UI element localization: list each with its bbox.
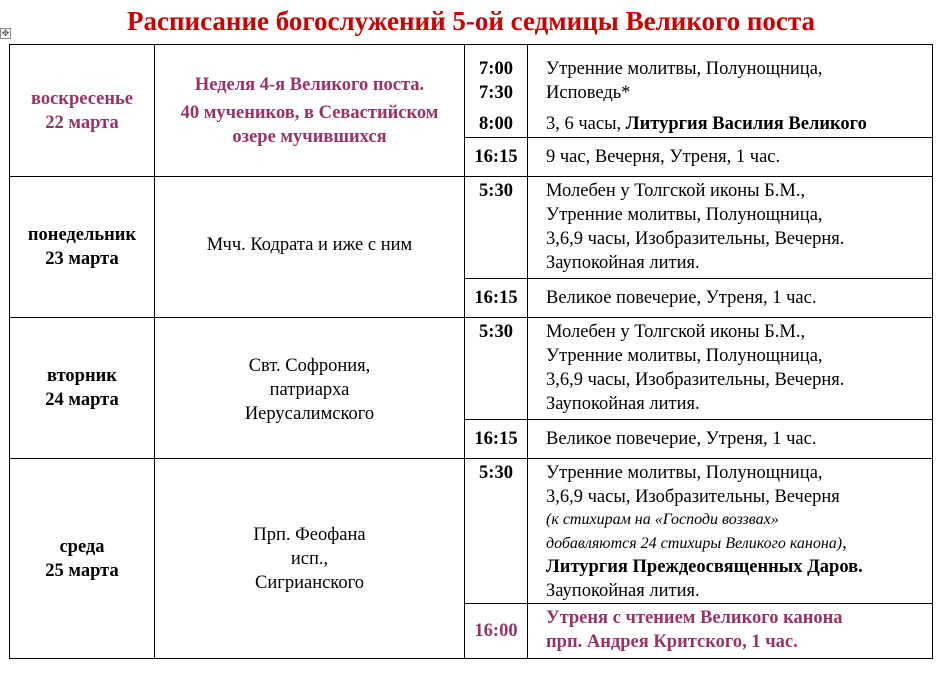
time-cell	[465, 279, 528, 318]
service-line	[546, 531, 932, 555]
service-line: Исповедь*	[546, 83, 631, 103]
saint-line: Свт. Софрония, патриарха Иерусалимского	[244, 356, 375, 424]
day-cell	[10, 318, 155, 459]
service-line: 3,6,9 часы, Изобразительны, Вечерня	[546, 487, 840, 507]
service-line: Заупокойная лития.	[546, 394, 700, 414]
day-date: 22 марта	[45, 112, 119, 133]
service-cell	[528, 279, 933, 318]
time-value: 5:30	[479, 181, 513, 201]
saint-cell	[155, 177, 465, 318]
day-cell	[10, 459, 155, 659]
time-value: 16:15	[474, 429, 518, 449]
service-line: Утренние молитвы, Полунощница,	[546, 59, 823, 79]
saint-cell	[155, 318, 465, 459]
time-value: 7:00	[479, 59, 513, 79]
service-text: 3, 6 часы,	[546, 114, 626, 134]
time-value: 5:30	[479, 322, 513, 342]
saint-cell	[155, 459, 465, 659]
table-row	[10, 45, 933, 138]
page-title: Расписание богослужений 5-ой седмицы Великого поста	[127, 6, 815, 36]
service-line: Молебен у Толгской иконы Б.М.,	[546, 181, 806, 201]
table-row	[10, 177, 933, 279]
day-cell	[10, 45, 155, 177]
service-line: Молебен у Толгской иконы Б.М.,	[546, 322, 806, 342]
time-cell	[465, 177, 528, 279]
day-cell	[10, 177, 155, 318]
service-line	[546, 112, 932, 136]
service-cell	[528, 177, 933, 279]
time-value: 7:30	[479, 83, 513, 103]
saint-cell	[155, 45, 465, 177]
day-name: понедельник	[27, 225, 137, 245]
table-row	[10, 459, 933, 604]
service-line: Утренние молитвы, Полунощница,	[546, 346, 823, 366]
service-cell	[528, 459, 933, 604]
day-date: 23 марта	[45, 249, 119, 269]
time-cell	[465, 604, 528, 659]
service-line: Великое повечерие, Утреня, 1 час.	[546, 288, 817, 308]
time-cell	[465, 45, 528, 138]
day-name: среда	[59, 536, 105, 557]
saint-line: Прп. Феофана исп., Сигрианского	[253, 525, 366, 593]
time-cell	[465, 459, 528, 604]
service-cell	[528, 604, 933, 659]
day-name: вторник	[47, 366, 117, 386]
saint-line: 40 мучеников, в Севастийском озере мучившихся	[180, 103, 439, 147]
day-date: 25 марта	[45, 560, 119, 581]
schedule-table	[9, 44, 933, 659]
day-name: воскресенье	[30, 88, 133, 109]
service-line: 9 час, Вечерня, Утреня, 1 час.	[546, 147, 781, 167]
service-line: Утренние молитвы, Полунощница,	[546, 205, 823, 225]
service-note: добавляются 24 стихиры Великого канона)	[546, 535, 843, 552]
service-line: Заупокойная лития.	[546, 253, 700, 273]
time-cell	[465, 318, 528, 420]
table-row	[10, 318, 933, 420]
time-value: 16:15	[474, 288, 518, 308]
move-handle-icon[interactable]: ✥	[1, 29, 10, 39]
time-value: 16:15	[474, 147, 518, 167]
service-cell	[528, 45, 933, 138]
time-value: 5:30	[479, 463, 513, 483]
service-line: 3,6,9 часы, Изобразительны, Вечерня.	[546, 370, 845, 390]
day-date: 24 марта	[45, 390, 119, 410]
liturgy-text: Литургия Василия Великого	[625, 114, 867, 134]
service-cell	[528, 318, 933, 420]
service-cell	[528, 138, 933, 177]
service-line: Великое повечерие, Утреня, 1 час.	[546, 429, 817, 449]
time-value: 16:00	[474, 621, 518, 641]
time-value: 8:00	[479, 114, 513, 134]
service-line: прп. Андрея Критского, 1 час.	[546, 632, 798, 652]
service-line: Заупокойная лития.	[546, 581, 700, 601]
time-cell	[465, 420, 528, 459]
liturgy-text: Литургия Преждеосвященных Даров.	[546, 557, 863, 577]
saint-line: Неделя 4-я Великого поста.	[194, 75, 425, 95]
service-line: Утреня с чтением Великого канона	[546, 608, 843, 628]
service-note: (к стихирам на «Господи воззвах»	[546, 511, 779, 528]
time-cell	[465, 138, 528, 177]
service-punct: ,	[842, 533, 847, 553]
service-cell	[528, 420, 933, 459]
service-line: Утренние молитвы, Полунощница,	[546, 463, 823, 483]
service-line: 3,6,9 часы, Изобразительны, Вечерня.	[546, 229, 845, 249]
saint-line: Мчч. Кодрата и иже с ним	[206, 235, 413, 255]
